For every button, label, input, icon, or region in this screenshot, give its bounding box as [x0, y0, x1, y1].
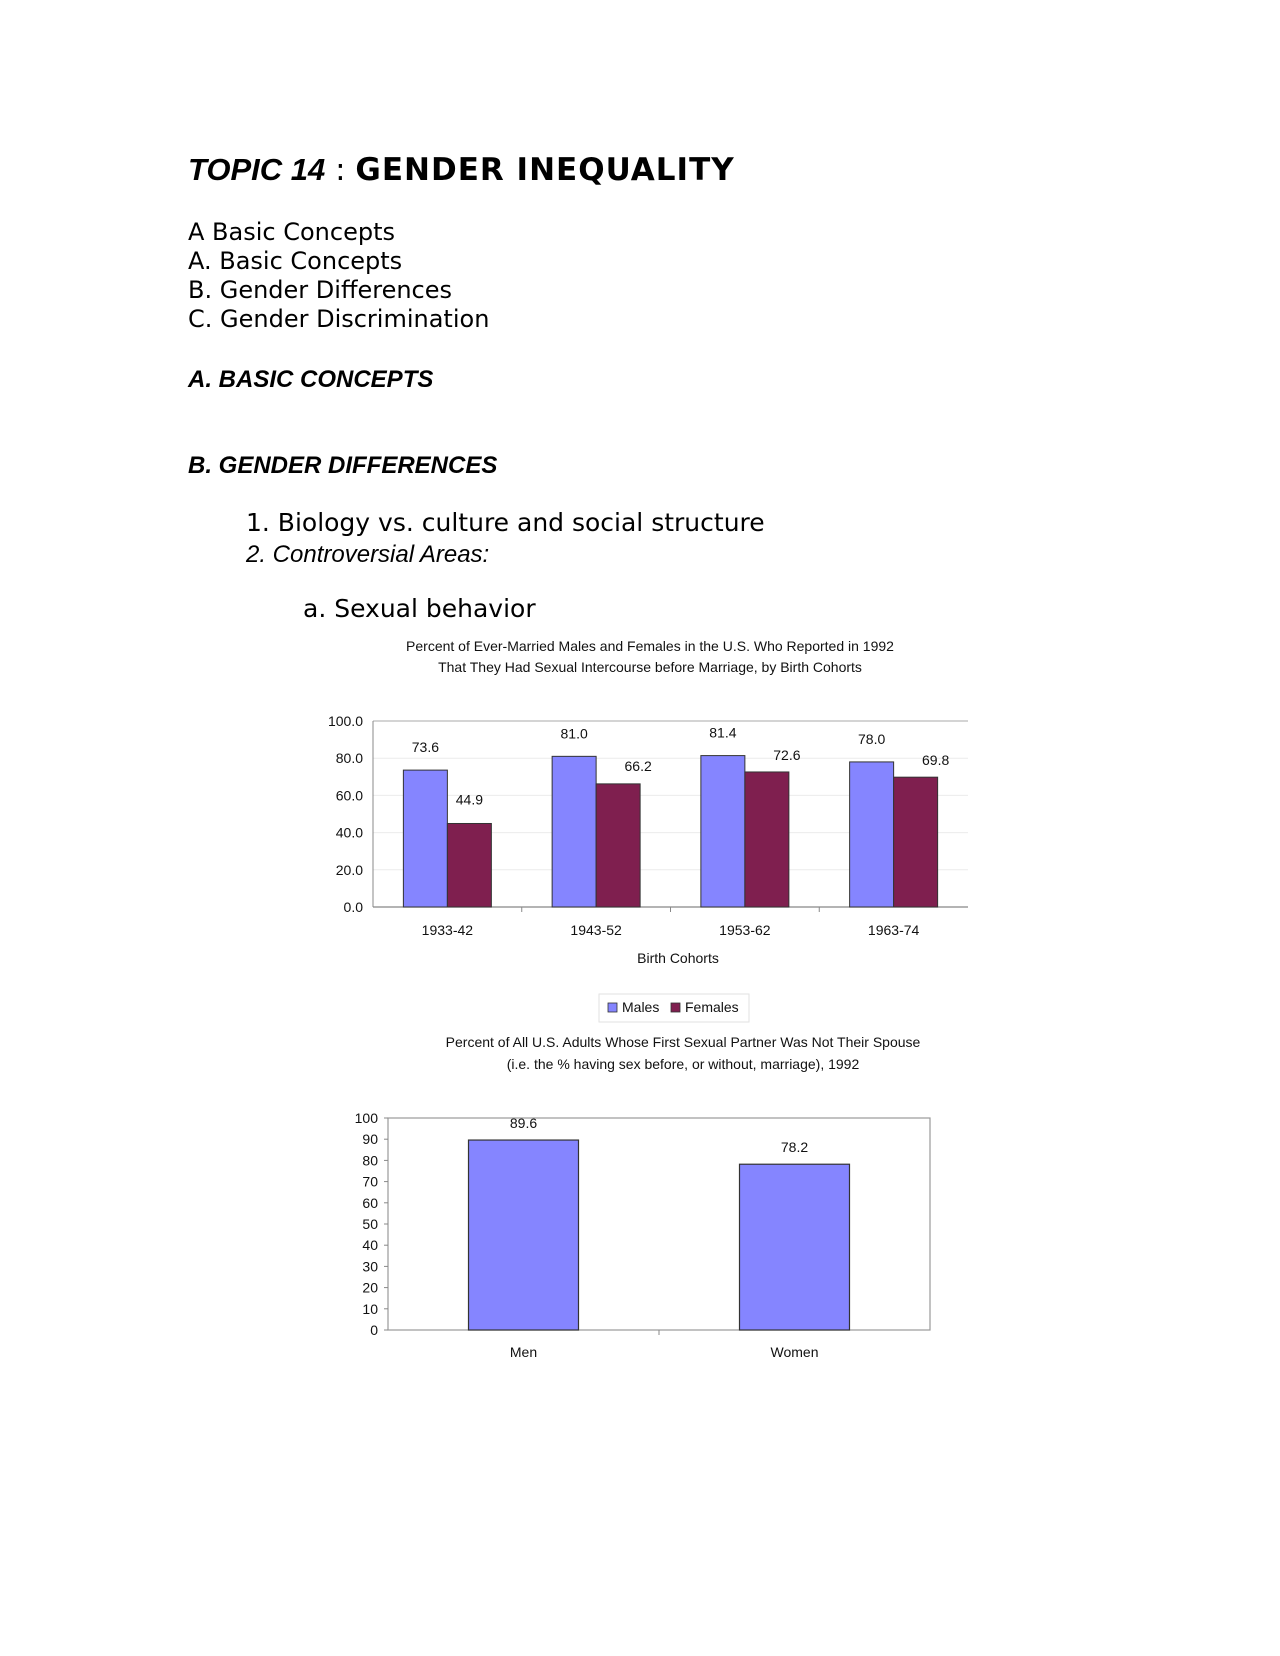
chart1-y-tick-label: 60.0 — [335, 787, 363, 804]
chart1-y-tick-label: 40.0 — [335, 824, 363, 841]
chart2-x-tick-label: Women — [770, 1344, 819, 1360]
chart1-legend — [599, 994, 749, 1022]
chart2-y-tick-label: 50 — [362, 1216, 378, 1232]
chart2-y-tick-label: 0 — [370, 1322, 378, 1338]
chart2-x-axis — [510, 1330, 819, 1360]
chart2-bar-men — [469, 1140, 579, 1330]
chart2-title-line2: (i.e. the % having sex before, or without, marriage), 1992 — [506, 1056, 860, 1072]
chart1-data-label: 78.0 — [858, 730, 886, 747]
chart1-data-label: 72.6 — [773, 746, 801, 763]
title-separator: : — [325, 152, 356, 188]
chart1-title-line1: Percent of Ever-Married Males and Females in the U.S. Who Reported in 1992 — [406, 638, 894, 654]
legend-label-females: Females — [685, 999, 739, 1015]
chart1-bar-males — [701, 756, 745, 907]
chart1-x-tick-label: 1943-52 — [570, 922, 622, 938]
toc-item: A. Basic Concepts — [188, 247, 403, 275]
chart1-data-label: 81.0 — [560, 725, 588, 742]
chart1-x-axis-title: Birth Cohorts — [637, 950, 719, 966]
toc-item: C. Gender Discrimination — [188, 305, 490, 333]
chart2-data-label: 78.2 — [780, 1139, 809, 1156]
chart-birth-cohorts — [328, 638, 968, 1022]
chart1-x-tick-label: 1953-62 — [719, 922, 771, 938]
chart1-data-label: 44.9 — [455, 791, 483, 808]
chart2-y-tick-label: 40 — [362, 1237, 378, 1254]
list-item-2a: a. Sexual behavior — [303, 594, 536, 623]
chart1-data-label: 66.2 — [624, 757, 652, 774]
chart1-data-label: 69.8 — [922, 752, 950, 769]
chart1-x-tick-label: 1963-74 — [867, 922, 920, 938]
chart2-y-tick-label: 10 — [362, 1300, 378, 1317]
chart1-data-label: 73.6 — [411, 739, 439, 756]
chart2-x-tick-label: Men — [509, 1344, 538, 1360]
chart1-bar-females — [894, 777, 938, 907]
chart2-y-tick-label: 90 — [362, 1131, 378, 1148]
chart2-y-tick-label: 60 — [362, 1194, 378, 1211]
chart1-bar-females — [596, 784, 640, 907]
list-item-2: 2. Controversial Areas: — [246, 541, 490, 568]
chart-first-partner — [355, 1034, 930, 1360]
chart2-y-tick-label: 100 — [354, 1110, 378, 1126]
chart2-y-tick-label: 70 — [362, 1173, 378, 1190]
chart1-y-tick-label: 0.0 — [343, 899, 363, 915]
chart1-bar-males — [850, 762, 894, 907]
section-heading-a: A. BASIC CONCEPTS — [188, 366, 434, 393]
title-topic: TOPIC 14 — [188, 152, 326, 187]
chart1-y-tick-label: 20.0 — [335, 861, 363, 878]
chart2-y-tick-label: 30 — [362, 1258, 378, 1275]
legend-swatch-males — [608, 1003, 617, 1012]
toc-item: B. Gender Differences — [188, 276, 453, 304]
chart1-y-tick-label: 80.0 — [335, 750, 363, 767]
chart2-title-line1: Percent of All U.S. Adults Whose First Sexual Partner Was Not Their Spouse — [445, 1034, 921, 1050]
chart2-data-label: 89.6 — [509, 1115, 538, 1132]
section-heading-b: B. GENDER DIFFERENCES — [188, 452, 498, 479]
chart1-data-label: 81.4 — [709, 724, 737, 741]
toc-item: A Basic Concepts — [188, 218, 395, 246]
title-main: GENDER INEQUALITY — [355, 152, 735, 188]
chart1-y-axis — [328, 713, 363, 915]
chart2-y-tick-label: 80 — [362, 1152, 378, 1169]
legend-swatch-females — [671, 1003, 680, 1012]
chart2-y-tick-label: 20 — [362, 1279, 378, 1296]
chart1-bar-males — [403, 770, 447, 907]
chart1-bar-females — [745, 772, 789, 907]
list-item-1: 1. Biology vs. culture and social structure — [246, 508, 765, 537]
chart2-y-axis — [355, 1110, 388, 1338]
chart2-bar-women — [740, 1164, 850, 1330]
chart1-title-line2: That They Had Sexual Intercourse before Marriage, by Birth Cohorts — [438, 659, 862, 675]
chart1-x-tick-label: 1933-42 — [421, 922, 474, 938]
chart1-y-tick-label: 100.0 — [327, 713, 363, 729]
chart1-x-axis — [422, 907, 920, 938]
legend-label-males: Males — [622, 999, 660, 1015]
chart1-bar-males — [552, 756, 596, 907]
chart1-bars — [403, 756, 937, 907]
chart1-bar-females — [447, 823, 491, 907]
